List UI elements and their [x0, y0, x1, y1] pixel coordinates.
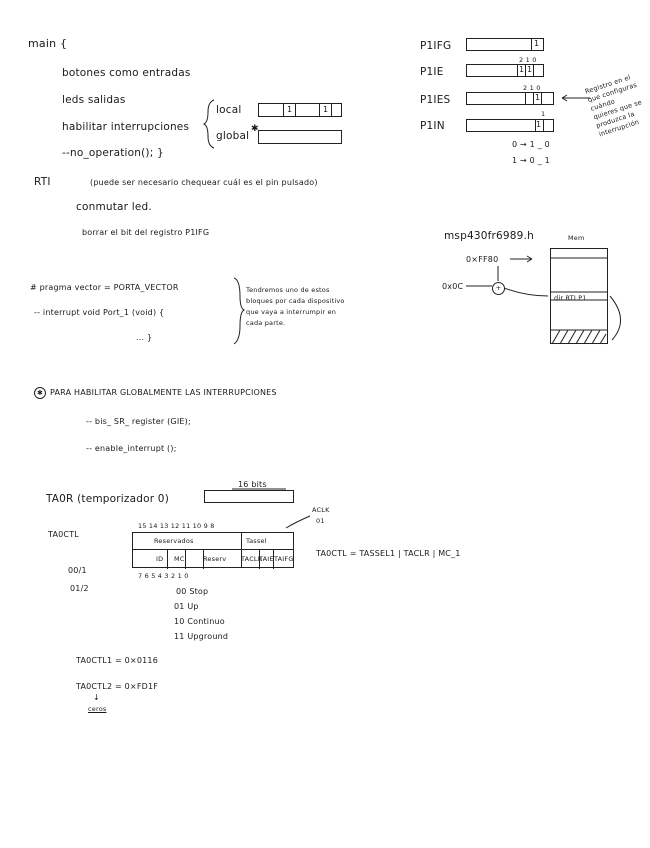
interrupt-line: -- interrupt void Port_1 (void) { [34, 308, 165, 317]
memory-label: Mem [568, 234, 585, 242]
vector-note-3: que vaya a interrumpir en [246, 308, 337, 316]
mode-stop: 00 Stop [176, 587, 209, 596]
bottom-bit-numbers: 7 6 5 4 3 2 1 0 [138, 572, 189, 580]
star-circle-icon: ✱ [34, 387, 46, 399]
left-id-1: 00/1 [68, 566, 87, 575]
global-line-bis: -- bis_ SR_ register (GIE); [86, 417, 191, 426]
vector-note-4: cada parte. [246, 319, 286, 327]
global-label: global [216, 130, 250, 142]
ceros-arrow-icon: ↓ [93, 693, 100, 702]
address-0c: 0x0C [442, 282, 464, 291]
hdr-reservados: Reservados [154, 537, 194, 545]
col-taclr: TACLR [241, 555, 263, 563]
aclk-bits: 01 [316, 517, 325, 525]
left-id-2: 01/2 [70, 584, 89, 593]
col-taie: TAIE [259, 555, 274, 563]
arrow-ff80 [510, 256, 532, 262]
main-header: main { [28, 37, 68, 50]
ta0ctl-formula: TA0CTL = TASSEL1 | TACLR | MC_1 [316, 549, 461, 558]
reg-p1in-bit: 1 [536, 120, 542, 129]
reg-p1in-label: P1IN [420, 120, 445, 132]
reg-p1ies-label: P1IES [420, 94, 451, 106]
reg-p1ies-bits: 2 1 0 [523, 84, 541, 92]
pragma-line: # pragma vector = PORTA_VECTOR [30, 283, 179, 292]
memory-cell-rti: dir RTI P1 [554, 294, 587, 302]
ta0ctl2-value: TA0CTL2 = 0×FD1F [76, 682, 159, 691]
arrow-adder-mem [504, 288, 548, 296]
transition-2: 1 → 0 _ 1 [512, 156, 550, 165]
reg-p1ie-label: P1IE [420, 66, 444, 78]
ies-side-note: Registro en el que configuras cuándo quieres que se produzca la interrupción [584, 73, 643, 139]
arrow-side-note [562, 95, 590, 101]
col-id: ID [156, 555, 164, 563]
arrow-mem-loop [610, 296, 621, 340]
local-label: local [216, 104, 242, 116]
reg-p1ie-bits: 2 1 0 [519, 56, 537, 64]
main-line-nop: --no_operation(); } [62, 147, 164, 159]
top-bit-numbers: 15 14 13 12 11 10 9 8 [138, 522, 215, 530]
aclk-label: ACLK [312, 506, 330, 514]
adder-symbol: + [492, 282, 505, 295]
arrow-aclk [286, 516, 310, 528]
rti-line-conmutar: conmutar led. [76, 201, 152, 213]
col-reserv: Reserv [203, 555, 227, 563]
col-taifg: TAIFG [274, 555, 294, 563]
global-line-enable: -- enable_interrupt (); [86, 444, 177, 453]
interrupt-dots: ... } [136, 333, 153, 342]
local-bit-b: 1 [323, 105, 329, 114]
mode-up: 01 Up [174, 602, 199, 611]
memory-cell-line [550, 292, 608, 300]
global-title: PARA HABILITAR GLOBALMENTE LAS INTERRUPCIONES [50, 388, 277, 397]
address-ff80: 0×FF80 [466, 255, 499, 264]
reg-p1ie-bit-a: 1 [519, 65, 525, 74]
mode-upground: 11 Upground [174, 632, 229, 641]
global-star-icon: ✱ [251, 124, 259, 134]
col-mc: MC [174, 555, 185, 563]
header-file: msp430fr6989.h [444, 230, 534, 242]
ta0ctl-label: TA0CTL [48, 530, 79, 539]
mode-continuo: 10 Continuo [174, 617, 225, 626]
reg-p1ifg-bit: 1 [534, 39, 540, 48]
brace-vector-note [234, 278, 244, 344]
ceros-label: ceros [88, 705, 107, 713]
timer-title: TA0R (temporizador 0) [46, 493, 169, 505]
reg-p1ie-bit-b: 1 [527, 65, 533, 74]
hdr-tassel: Tassel [246, 537, 267, 545]
main-line-leds: leds salidas [62, 94, 126, 106]
ta0ctl1-value: TA0CTL1 = 0×0116 [76, 656, 158, 665]
brace-local-global [204, 100, 214, 148]
rti-line-borrar: borrar el bit del registro P1IFG [82, 228, 210, 237]
reg-p1ies-bit: 1 [535, 93, 541, 102]
vector-note-1: Tendremos uno de estos [246, 286, 330, 294]
transition-1: 0 → 1 _ 0 [512, 140, 550, 149]
vector-note-2: bloques por cada dispositivo [246, 297, 345, 305]
memory-hatch [550, 330, 608, 344]
main-line-botones: botones como entradas [62, 67, 191, 79]
local-bit-a: 1 [287, 105, 293, 114]
rti-label: RTI [34, 176, 51, 188]
timer-bits-label: 16 bits [238, 480, 267, 489]
rti-note: (puede ser necesario chequear cuál es el pin pulsado) [90, 178, 318, 187]
reg-p1in-one: 1 [541, 110, 546, 118]
main-line-habilitar: habilitar interrupciones [62, 121, 190, 133]
reg-p1ifg-label: P1IFG [420, 40, 452, 52]
